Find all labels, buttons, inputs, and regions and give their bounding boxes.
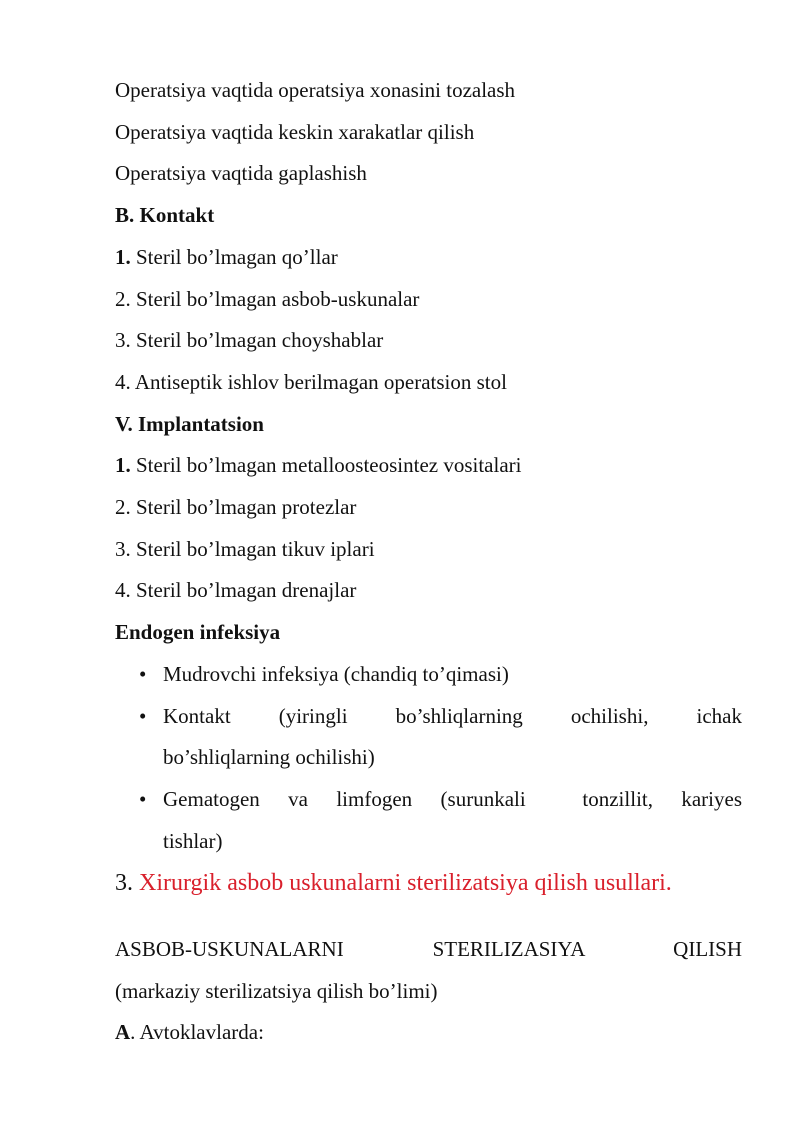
bullet-icon: •	[139, 786, 147, 811]
bullet-icon: •	[139, 661, 147, 686]
bullet-text-line-1: Kontakt (yiringli bo’shliqlarning ochilishi, ichak	[163, 703, 742, 728]
document-body	[115, 70, 742, 1054]
item-text: Steril bo’lmagan metalloosteosintez vositalari	[130, 453, 522, 478]
text-line: Operatsiya vaqtida gaplashish	[115, 161, 367, 186]
kontakt-heading: B. Kontakt	[115, 203, 215, 228]
section-3-heading	[115, 863, 742, 905]
text-line: Operatsiya vaqtida keskin xarakatlar qilish	[115, 119, 475, 144]
item-text: . Avtoklavlarda:	[130, 1020, 264, 1045]
bullet-item	[115, 696, 742, 779]
autoclave-item	[115, 1012, 742, 1054]
bullet-text-line-2: bo’shliqlarning ochilishi)	[163, 745, 375, 770]
section-number: 3.	[115, 870, 133, 897]
sterilization-subtitle: (markaziy sterilizatsiya qilish bo’limi)	[115, 978, 438, 1003]
implant-item-2: 2. Steril bo’lmagan protezlar	[115, 495, 357, 520]
endogen-heading: Endogen infeksiya	[115, 620, 281, 645]
kontakt-item-3: 3. Steril bo’lmagan choyshablar	[115, 328, 384, 353]
endogen-bullet-list	[115, 654, 742, 863]
kontakt-item-4: 4. Antiseptik ishlov berilmagan operatsion stol	[115, 369, 507, 394]
bullet-icon: •	[139, 703, 147, 728]
implant-item-1	[115, 445, 742, 487]
implant-heading: V. Implantatsion	[115, 411, 264, 436]
kontakt-item-2: 2. Steril bo’lmagan asbob-uskunalar	[115, 286, 420, 311]
bullet-item	[115, 779, 742, 862]
section-title: Xirurgik asbob uskunalarni sterilizatsiya qilish usullari.	[139, 870, 672, 897]
sterilization-heading: ASBOB-USKUNALARNI STERILIZASIYA QILISH	[115, 937, 742, 962]
bullet-text-line-2: tishlar)	[163, 828, 223, 853]
bullet-item	[115, 654, 742, 696]
item-number: 1.	[115, 244, 131, 269]
item-letter: A	[115, 1020, 131, 1045]
item-text: Steril bo’lmagan qo’llar	[130, 244, 338, 269]
kontakt-item-1	[115, 237, 742, 279]
implant-item-3: 3. Steril bo’lmagan tikuv iplari	[115, 536, 375, 561]
item-number: 1.	[115, 453, 131, 478]
bullet-text: Mudrovchi infeksiya (chandiq to’qimasi)	[163, 661, 509, 686]
bullet-text-line-1: Gematogen va limfogen (surunkali tonzillit, kariyes	[163, 786, 742, 811]
implant-item-4: 4. Steril bo’lmagan drenajlar	[115, 578, 357, 603]
text-line: Operatsiya vaqtida operatsiya xonasini tozalash	[115, 78, 516, 102]
